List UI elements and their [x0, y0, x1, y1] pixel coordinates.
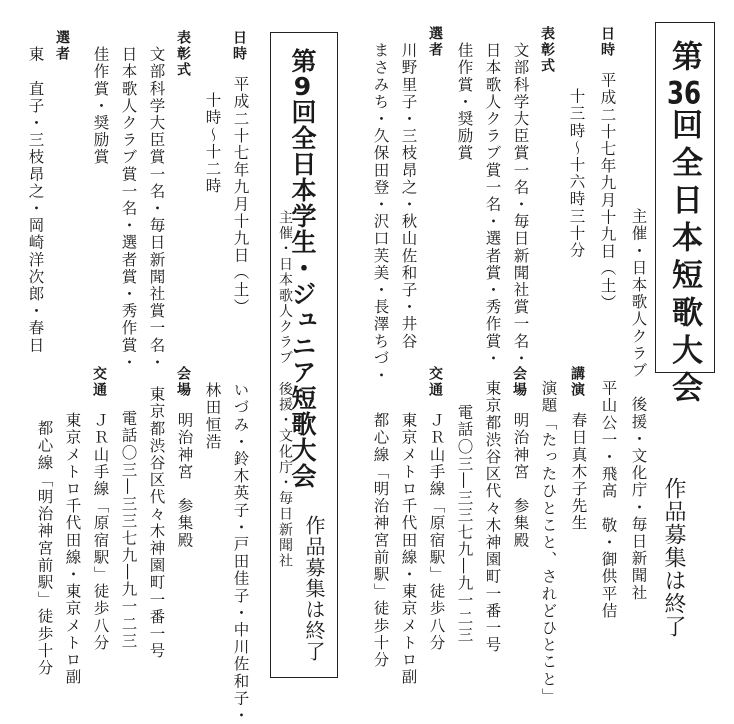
event2-datetime-label: 日時 [231, 30, 247, 62]
event1-judges-0: 川野里子・三枝昂之・秋山佐和子・井谷 [399, 42, 418, 350]
event2-date: 平成二十七年九月十九日（土） [231, 76, 250, 316]
event2-awards-0: 文部科学大臣賞一名・毎日新聞社賞一名・ [147, 46, 166, 371]
event1-judges-cont-0: 平山公一・飛高 敬・御供平佶 [599, 380, 618, 620]
event1-lecture-title: 演題「たったひとこと、されどひとこと」 [539, 380, 558, 705]
event1-awards-0: 文部科学大臣賞一名・毎日新聞社賞一名・ [511, 42, 530, 367]
event2-judges-cont-1: 林田恒浩 [203, 382, 222, 451]
event1-awards-label: 表彰式 [539, 26, 555, 74]
event1-lecture-label: 講演 [569, 366, 585, 398]
event2-awards-2: 佳作賞・奨励賞 [91, 46, 110, 166]
event1-title [666, 40, 702, 409]
event2-awards-label: 表彰式 [175, 30, 191, 78]
event2-access-1: 東京メトロ千代田線・東京メトロ副 [63, 412, 82, 686]
event1-access-1: 東京メトロ千代田線・東京メトロ副 [399, 412, 418, 686]
event1-access-label: 交通 [427, 366, 443, 398]
event2-access-label: 交通 [91, 366, 107, 398]
event2-number: 9 [293, 74, 312, 99]
event2-judges-cont-0: いづみ・鈴木英子・戸田佳子・中川佐和子・ [231, 382, 250, 724]
event2-venue-2: 電話〇三―三三七九―九一二三 [119, 410, 138, 650]
event2-venue-0: 明治神宮 参集殿 [175, 412, 194, 549]
event2-title-suffix: 回 [288, 99, 317, 125]
event1-status: 作品募集は終了 [661, 477, 686, 638]
event2-title [290, 48, 315, 489]
event1-venue-1: 東京都渋谷区代々木神園町一番一号 [483, 380, 502, 654]
event1-venue-2: 電話〇三―三三七九―九一二三 [455, 404, 474, 644]
event1-judges-label: 選者 [427, 26, 443, 58]
event1-awards-1: 日本歌人クラブ賞一名・選者賞・秀作賞・ [483, 42, 502, 367]
event1-judges-1: まさみち・久保田登・沢口芙美・長澤ちづ・ [371, 42, 390, 384]
event2-judges-label: 選者 [54, 30, 70, 62]
event2-status: 作品募集は終了 [302, 515, 326, 662]
event2-venue-label: 会場 [175, 366, 191, 398]
event1-datetime-label: 日時 [599, 26, 615, 58]
event1-number: 36 [666, 77, 702, 109]
event2-access-0: ＪＲ山手線「原宿駅」徒歩八分 [91, 412, 110, 652]
event1-date: 平成二十七年九月十九日（土） [598, 72, 617, 312]
event1-venue-0: 明治神宮 参集殿 [511, 412, 530, 549]
event1-access-2: 都心線「明治神宮前駅」徒歩十分 [371, 412, 390, 669]
event1-access-0: ＪＲ山手線「原宿駅」徒歩八分 [427, 412, 446, 652]
event2-title-prefix: 第 [288, 48, 317, 74]
event1-lecturer: 春日真木子先生 [569, 412, 588, 532]
event1-time: 十三時〜十六時三十分 [567, 88, 586, 259]
event1-venue-label: 会場 [511, 366, 527, 398]
event2-organizer: 主催・日本歌人クラブ 後援・文化庁・毎日新聞社 [277, 210, 293, 569]
event1-title-suffix: 回 [666, 108, 702, 146]
event2-venue-1: 東京都渋谷区代々木神園町一番一号 [147, 386, 166, 660]
event2-awards-1: 日本歌人クラブ賞一名・選者賞・秀作賞・ [119, 46, 138, 371]
event2-access-2: 都心線「明治神宮前駅」徒歩十分 [35, 420, 54, 677]
event1-organizer: 主催・日本歌人クラブ 後援・文化庁・毎日新聞社 [629, 208, 648, 602]
event1-title-prefix: 第 [666, 40, 702, 78]
event2-judges-0: 東 直子・三枝昂之・岡崎洋次郎・春日 [26, 46, 45, 354]
event1-awards-2: 佳作賞・奨励賞 [455, 42, 474, 162]
event2-title-main: 全日本学生・ジュニア短歌大会 [288, 125, 317, 489]
event2-time: 十時〜十二時 [203, 92, 222, 195]
event1-title-main: 全日本短歌大会 [666, 146, 702, 409]
